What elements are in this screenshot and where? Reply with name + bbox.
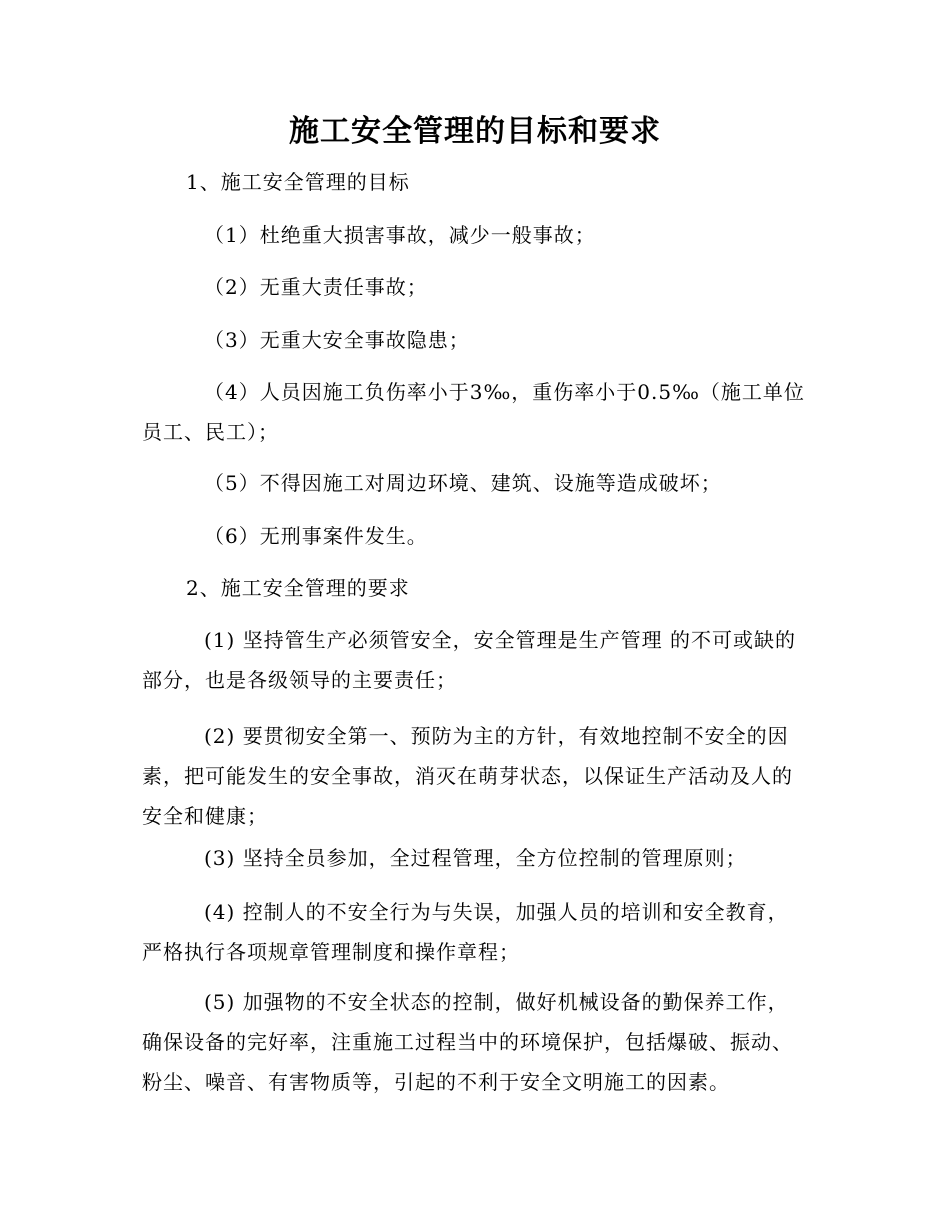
- section-2-item: (5) 加强物的不安全状态的控制，做好机械设备的勤保养工作，确保设备的完好率，注重施工过程当中的环境保护，包括爆破、振动、粉尘、噪音、有害物质等，引起的不利于安全文明施工的因素。: [142, 990, 793, 1094]
- section-1-heading: 1、施工安全管理的目标: [186, 170, 410, 194]
- section-1-item: （2）无重大责任事故；: [204, 275, 428, 299]
- section-2-item: (2) 要贯彻安全第一、预防为主的方针，有效地控制不安全的因素，把可能发生的安全事故，消灭在萌芽状态，以保证生产活动及人的安全和健康；: [142, 724, 793, 828]
- section-2-item: (4) 控制人的不安全行为与失误，加强人员的培训和安全教育，严格执行各项规章管理制度和操作章程；: [142, 900, 789, 964]
- section-1-item: （1）杜绝重大损害事故，减少一般事故；: [204, 223, 596, 247]
- section-1-item: （4）人员因施工负伤率小于3‰，重伤率小于0.5‰（施工单位员工、民工）；: [142, 380, 805, 444]
- section-1-item: （3）无重大安全事故隐患；: [204, 328, 470, 352]
- section-1-item: （6）无刑事案件发生。: [204, 524, 428, 548]
- section-2-heading: 2、施工安全管理的要求: [186, 576, 410, 600]
- section-1-item: （5）不得因施工对周边环境、建筑、设施等造成破坏；: [204, 471, 722, 495]
- section-2-item: (1) 坚持管生产必须管安全，安全管理是生产管理 的不可或缺的部分，也是各级领导的主要责任；: [142, 628, 797, 692]
- section-2-item: (3) 坚持全员参加，全过程管理，全方位控制的管理原则；: [204, 846, 747, 870]
- document-title: 施工安全管理的目标和要求: [289, 114, 661, 149]
